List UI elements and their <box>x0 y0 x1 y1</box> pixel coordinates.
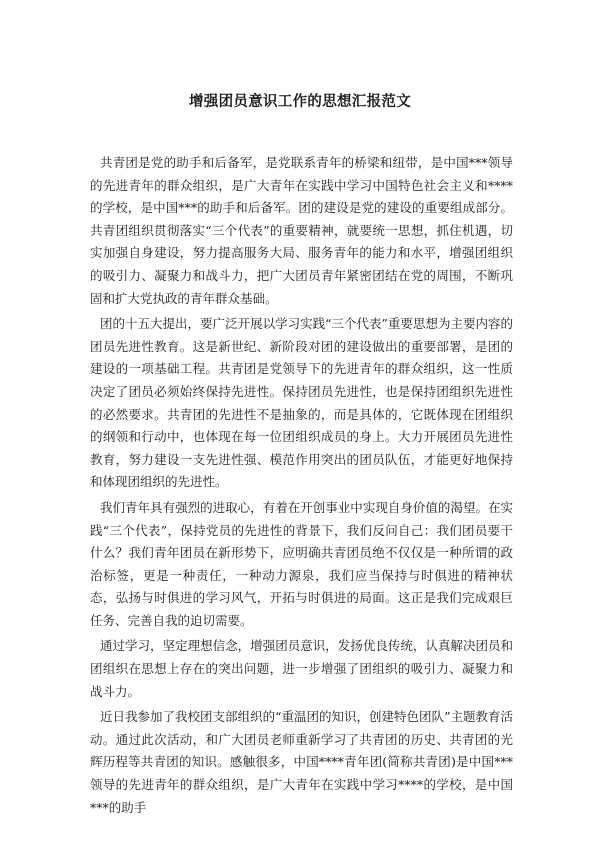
document-title: 增强团员意识工作的思想汇报范文 <box>189 93 411 110</box>
paragraph-4: 通过学习，坚定理想信念，增强团员意识，发扬优良传统，认真解决团员和团组织在思想上存在的突出问题，进一步增强了团组织的吸引力、凝聚力和战斗力。 <box>90 638 513 699</box>
paragraph-5: 近日我参加了我校团支部组织的“重温团的知识，创建特色团队”主题教育活动。通过此次活动，和广大团员老师重新学习了共青团的历史、共青团的光辉历程等共青团的知识。感触很多，中国****青年团(简称共青团)是中国***领导的先进青年的群众组织，是广大青年在实践中学习****的学校，是中国***的助手 <box>90 709 513 815</box>
paragraph-2: 团的十五大提出，要广泛开展以学习实践“三个代表”重要思想为主要内容的团员先进性教育。这是新世纪、新阶段对团的建设做出的重要部署，是团的建设的一项基础工程。共青团是党领导下的先进青年的群众组织，这一性质决定了团员必须始终保持先进性。保持团员先进性，也是保持团组织先进性的必然要求。共青团的先进性不是抽象的，而是具体的，它既体现在团组织的纲领和行动中，也体现在每一位团组织成员的身上。大力开展团员先进性教育，努力建设一支先进性强、模范作用突出的团员队伍，才能更好地保持和体现团组织的先进性。 <box>90 316 513 490</box>
paragraph-3: 我们青年具有强烈的进取心，有着在开创事业中实现自身价值的渴望。在实践“三个代表”，保持党员的先进性的背景下，我们反问自己：我们团员要干什么？我们青年团员在新形势下，应明确共青团员绝不仅仅是一种所谓的政治标签，更是一种责任，一种动力源泉，我们应当保持与时俱进的精神状态，弘扬与时俱进的学习风气，开拓与时俱进的局面。这正是我们完成艰巨任务、完善自我的迫切需要。 <box>90 499 513 628</box>
paragraph-1: 共青团是党的助手和后备军，是党联系青年的桥梁和纽带，是中国***领导的先进青年的群众组织，是广大青年在实践中学习中国特色社会主义和****的学校，是中国***的助手和后备军。团的建设是党的建设的重要组成部分。共青团组织贯彻落实“三个代表”的重要精神，就要统一思想，抓住机遇，切实加强自身建设，努力提高服务大局、服务青年的能力和水平，增强团组织的吸引力、凝聚力和战斗力，把广大团员青年紧密团结在党的周围，不断巩固和扩大党执政的青年群众基础。 <box>90 155 513 306</box>
document-body <box>90 152 513 822</box>
